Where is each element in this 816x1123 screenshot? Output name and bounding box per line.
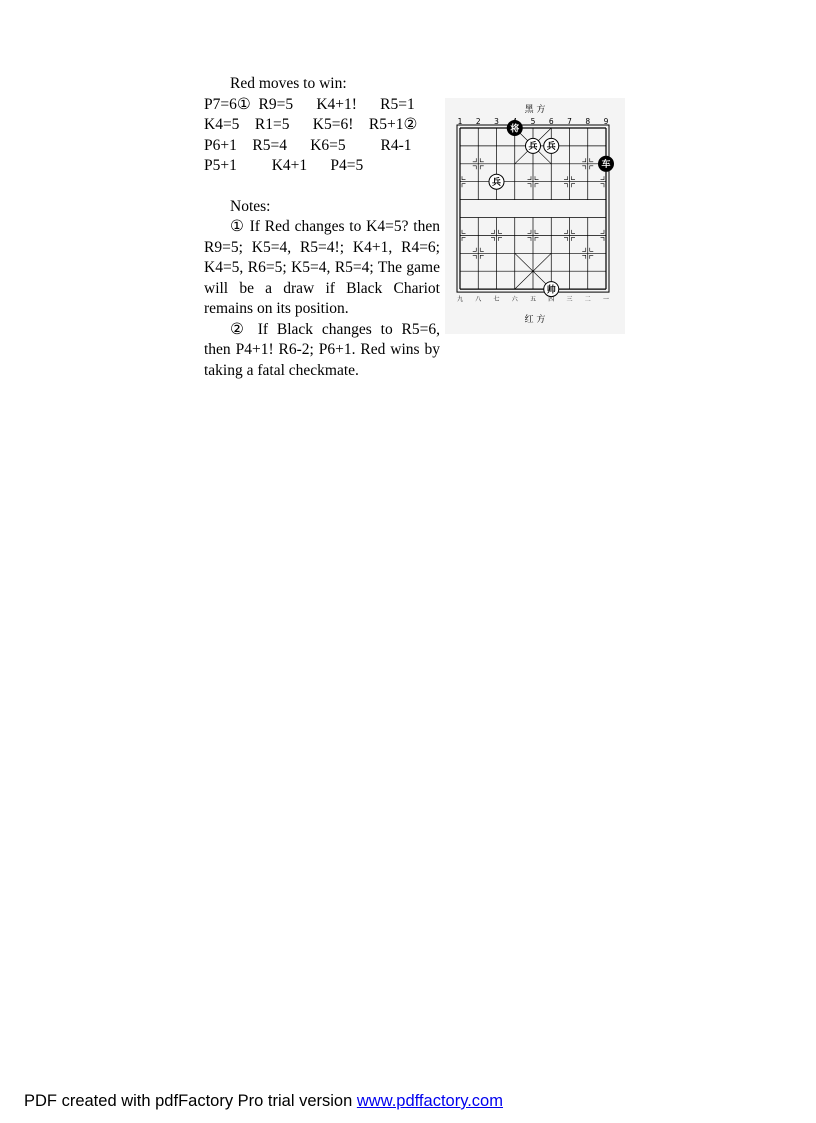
- top-file-label: 8: [585, 117, 591, 126]
- black-general: [507, 121, 522, 136]
- top-file-label: 9: [603, 117, 609, 126]
- bottom-file-label: 六: [511, 296, 518, 304]
- top-file-label: 5: [530, 117, 536, 126]
- top-file-label: 3: [494, 117, 499, 126]
- bottom-file-label: 七: [493, 296, 500, 304]
- bottom-file-label: 二: [584, 296, 591, 304]
- notes-heading: Notes:: [230, 197, 271, 215]
- red-soldier-2: [544, 138, 559, 153]
- piece-char: 帅: [546, 285, 556, 296]
- top-file-label: 2: [475, 117, 481, 126]
- piece-char: 兵: [491, 178, 502, 188]
- top-file-label: 1: [457, 117, 463, 126]
- board-svg: [445, 98, 625, 334]
- move-line-2: K4=5 R1=5 K5=6! R5+1②: [204, 116, 418, 133]
- bottom-file-label: 一: [602, 296, 610, 304]
- piece-char: 兵: [546, 142, 556, 153]
- bottom-file-label: 三: [566, 296, 573, 304]
- piece-char: 车: [601, 160, 611, 171]
- xiangqi-diagram: [445, 98, 625, 334]
- bottom-file-label: 五: [529, 296, 537, 304]
- text-column: [204, 74, 440, 381]
- footer-text: PDF created with pdfFactory Pro trial version: [24, 1092, 357, 1110]
- top-file-label: 6: [548, 117, 554, 126]
- top-file-label: 7: [567, 117, 572, 126]
- bottom-file-label: 九: [456, 296, 464, 304]
- solution-heading: Red moves to win:: [230, 75, 347, 92]
- bottom-file-labels: [457, 295, 609, 303]
- red-soldier-3: [489, 174, 504, 189]
- red-soldier-1: [526, 138, 541, 153]
- black-chariot: [599, 156, 614, 171]
- black-side-label: 黑 方: [524, 105, 546, 115]
- piece-char: 兵: [528, 142, 538, 153]
- pdffactory-link[interactable]: www.pdffactory.com: [356, 1092, 503, 1110]
- note-2: ② If Black changes to R5=6, then P4+1! R6-2; P6+1. Red wins by taking a fatal checkmate.: [204, 320, 440, 379]
- move-line-4: P5+1 K4+1 P4=5: [204, 157, 364, 174]
- move-line-1: P7=6① R9=5 K4+1! R5=1: [204, 95, 415, 113]
- note-1: ① If Red changes to K4=5? then R9=5; K5=4, R5=4!; K4+1, R4=6; K4=5, R6=5; K5=4, R5=4; The game will be a draw if Black Chariot remains on its position.: [204, 218, 440, 317]
- bottom-file-label: 四: [548, 296, 555, 304]
- pdf-footer: [24, 1092, 503, 1111]
- red-king: [544, 282, 559, 297]
- bottom-file-label: 八: [475, 296, 482, 304]
- red-side-label: 红 方: [524, 315, 546, 325]
- piece-char: 将: [510, 124, 520, 135]
- move-line-3: P6+1 R5=4 K6=5 R4-1: [204, 136, 412, 154]
